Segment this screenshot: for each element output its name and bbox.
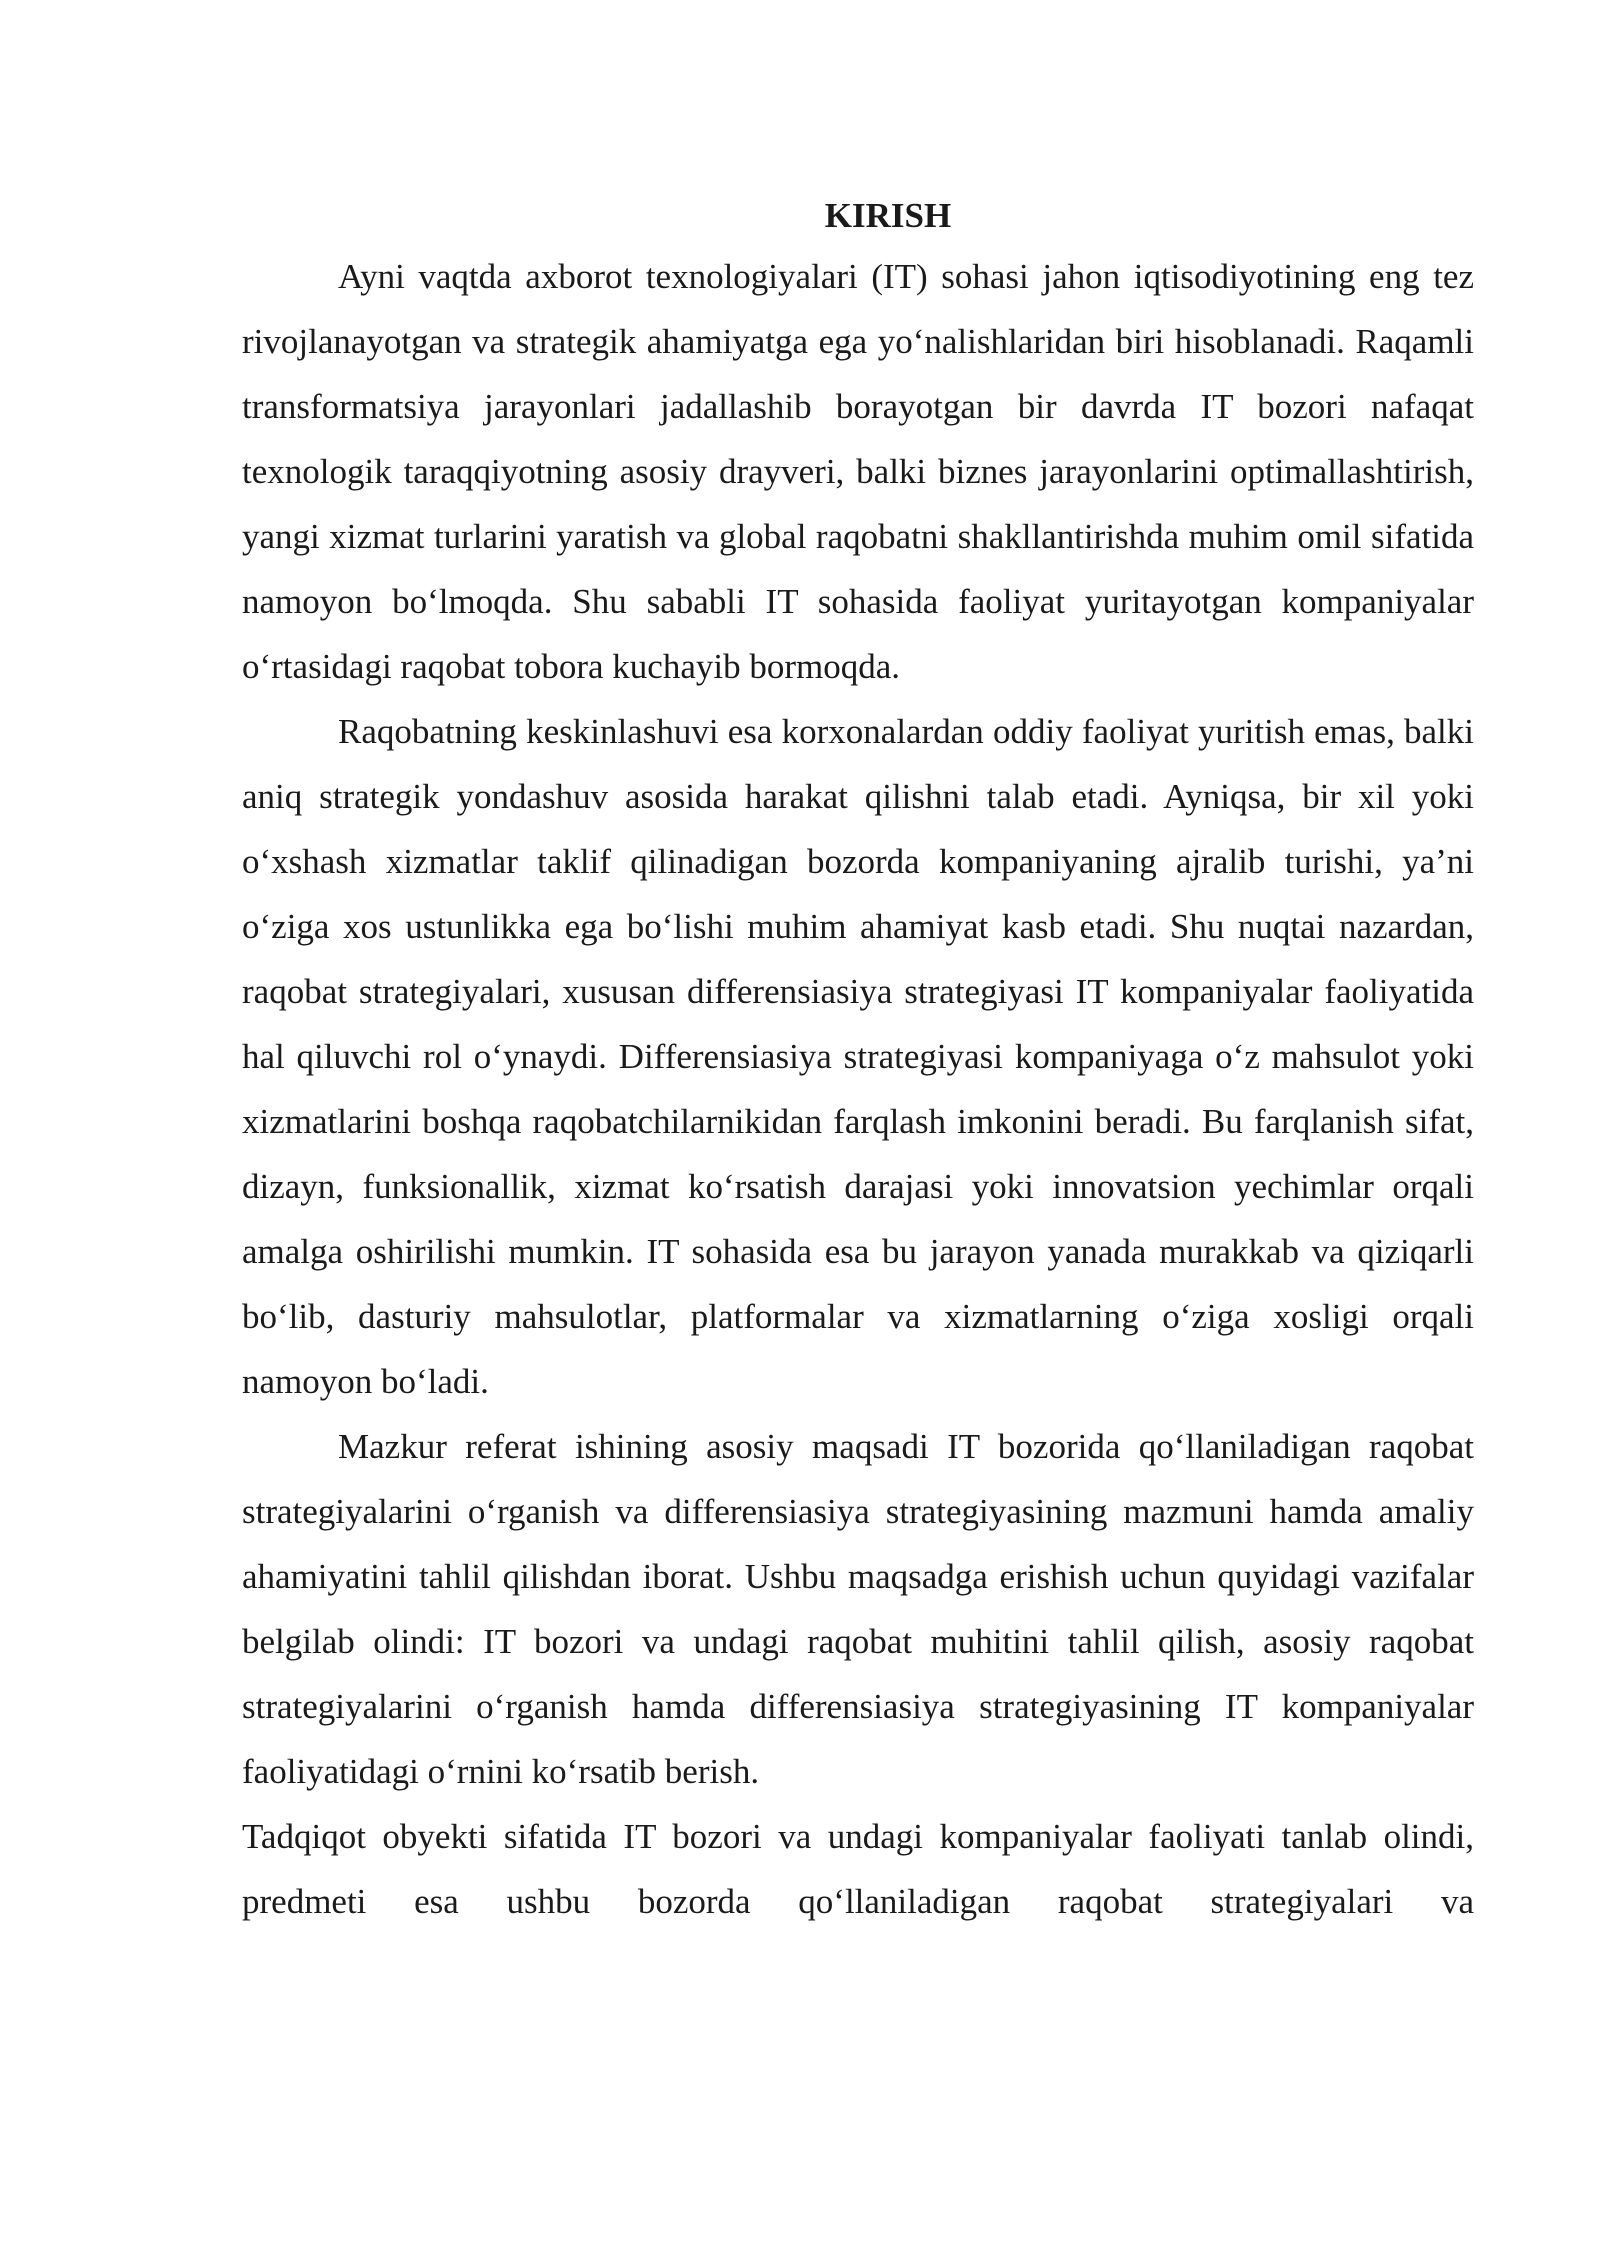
paragraph-object: Tadqiqot obyekti sifatida IT bozori va undagi kompaniyalar faoliyati tanlab olindi, predmeti esa ushbu bozorda qo‘llaniladigan raqobat strategiyalari va bbox=[242, 1817, 1474, 1921]
paragraph-aim: Mazkur referat ishining asosiy maqsadi IT bozorida qo‘llaniladigan raqobat strategiyalarini o‘rganish va differensiasiya strategiyasining mazmuni hamda amaliy ahamiyatini tahlil qilishdan iborat. Ushbu maqsadga erishish uchun quyidagi vazifalar belgilab olindi: IT bozori va undagi raqobat muhitini tahlil qilish, asosiy raqobat strategiyalarini o‘rganish hamda differensiasiya strategiyasining IT kompaniyalar faoliyatidagi o‘rnini ko‘rsatib berish. bbox=[242, 1427, 1474, 1791]
paragraph-intro: Ayni vaqtda axborot texnologiyalari (IT) sohasi jahon iqtisodiyotining eng tez rivojlanayotgan va strategik ahamiyatga ega yo‘nalishlaridan biri hisoblanadi. Raqamli transformatsiya jarayonlari jadallashib borayotgan bir davrda IT bozori nafaqat texnologik taraqqiyotning asosiy drayveri, balki biznes jarayonlarini optimallashtirish, yangi xizmat turlarini yaratish va global raqobatni shakllantirishda muhim omil sifatida namoyon bo‘lmoqda. Shu sababli IT sohasida faoliyat yuritayotgan kompaniyalar o‘rtasidagi raqobat tobora kuchayib bormoqda. bbox=[242, 257, 1474, 686]
paragraph-competition: Raqobatning keskinlashuvi esa korxonalardan oddiy faoliyat yuritish emas, balki aniq strategik yondashuv asosida harakat qilishni talab etadi. Ayniqsa, bir xil yoki o‘xshash xizmatlar taklif qilinadigan bozorda kompaniyaning ajralib turishi, ya’ni o‘ziga xos ustunlikka ega bo‘lishi muhim ahamiyat kasb etadi. Shu nuqtai nazardan, raqobat strategiyalari, xususan differensiasiya strategiyasi IT kompaniyalar faoliyatida hal qiluvchi rol o‘ynaydi. Differensiasiya strategiyasi kompaniyaga o‘z mahsulot yoki xizmatlarini boshqa raqobatchilarnikidan farqlash imkonini beradi. Bu farqlanish sifat, dizayn, funksionallik, xizmat ko‘rsatish darajasi yoki innovatsion yechimlar orqali amalga oshirilishi mumkin. IT sohasida esa bu jarayon yanada murakkab va qiziqarli bo‘lib, dasturiy mahsulotlar, platformalar va xizmatlarning o‘ziga xosligi orqali namoyon bo‘ladi. bbox=[242, 712, 1474, 1401]
section-heading: KIRISH bbox=[824, 196, 952, 235]
document-body bbox=[242, 188, 1474, 1934]
